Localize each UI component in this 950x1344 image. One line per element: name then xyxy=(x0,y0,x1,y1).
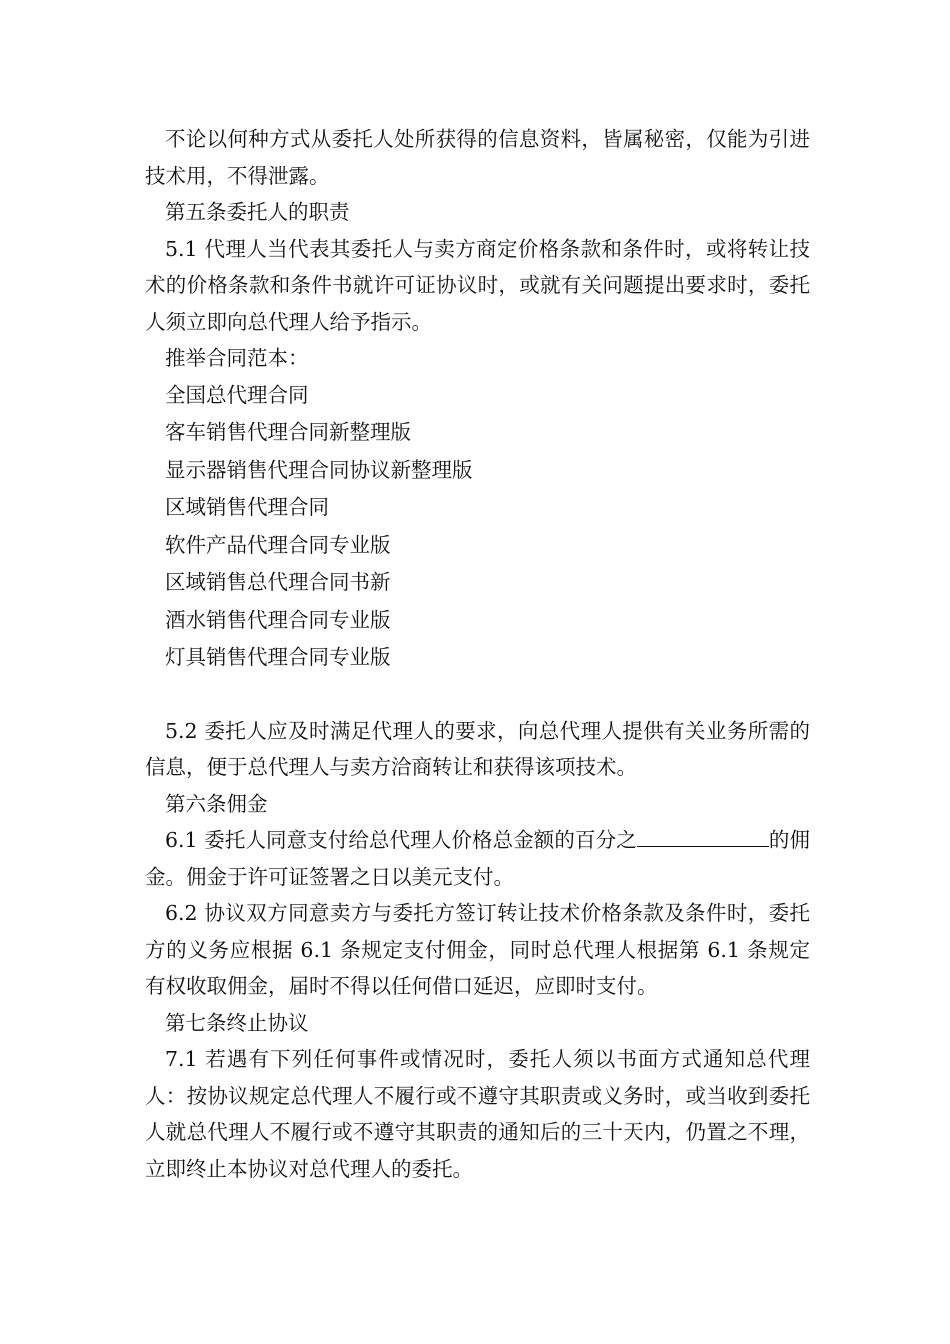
clause-6-1-text-b: 的佣金。佣金于许可证签署之日以美元支付。 xyxy=(145,828,810,889)
recommended-templates-label: 推举合同范本： xyxy=(165,346,309,370)
clause-6-2: 6.2 协议双方同意卖方与委托方签订转让技术价格条款及条件时，委托方的义务应根据 6.1 条规定支付佣金，同时总代理人根据第 6.1 条规定有权收取佣金，届时不得以任何借口延迟，应即时支付。 xyxy=(145,901,810,998)
template-link-lighting-sales[interactable]: 灯具销售代理合同专业版 xyxy=(165,645,391,669)
template-link-monitor-sales[interactable]: 显示器销售代理合同协议新整理版 xyxy=(165,457,473,482)
template-link-regional-sales[interactable]: 区域销售代理合同 xyxy=(165,495,329,519)
article-6-title: 第六条佣金 xyxy=(165,791,268,816)
clause-5-2: 5.2 委托人应及时满足代理人的要求，向总代理人提供有关业务所需的信息，便于总代理人与卖方洽商转让和获得该项技术。 xyxy=(145,718,810,779)
spacer xyxy=(145,677,810,713)
percentage-blank xyxy=(637,828,769,847)
template-list xyxy=(145,377,810,677)
clause-5-1: 5.1 代理人当代表其委托人与卖方商定价格条款和条件时，或将转让技术的价格条款和条件书就许可证协议时，或就有关问题提出要求时，委托人须立即向总代理人给予指示。 xyxy=(145,236,810,334)
clause-6-1-text-a: 6.1 委托人同意支付给总代理人价格总金额的百分之 xyxy=(165,828,637,852)
article-7-title: 第七条终止协议 xyxy=(165,1010,309,1035)
clause-6-1 xyxy=(145,822,810,895)
template-link-software-product[interactable]: 软件产品代理合同专业版 xyxy=(165,532,391,557)
clause-7-1: 7.1 若遇有下列任何事件或情况时，委托人须以书面方式通知总代理人：按协议规定总代理人不履行或不遵守其职责或义务时，或当收到委托人就总代理人不履行或不遵守其职责的通知后的三十天内，仍置之不理，立即终止本协议对总代理人的委托。 xyxy=(145,1047,810,1181)
template-link-national-agency[interactable]: 全国总代理合同 xyxy=(165,382,309,407)
article-5-title: 第五条委托人的职责 xyxy=(165,200,350,224)
confidentiality-paragraph: 不论以何种方式从委托人处所获得的信息资料，皆属秘密，仅能为引进技术用，不得泄露。 xyxy=(145,127,810,188)
template-link-bus-sales[interactable]: 客车销售代理合同新整理版 xyxy=(165,420,411,444)
template-link-regional-general-agency[interactable]: 区域销售总代理合同书新 xyxy=(165,570,391,594)
template-link-liquor-sales[interactable]: 酒水销售代理合同专业版 xyxy=(165,607,391,632)
document-page xyxy=(145,121,810,1187)
